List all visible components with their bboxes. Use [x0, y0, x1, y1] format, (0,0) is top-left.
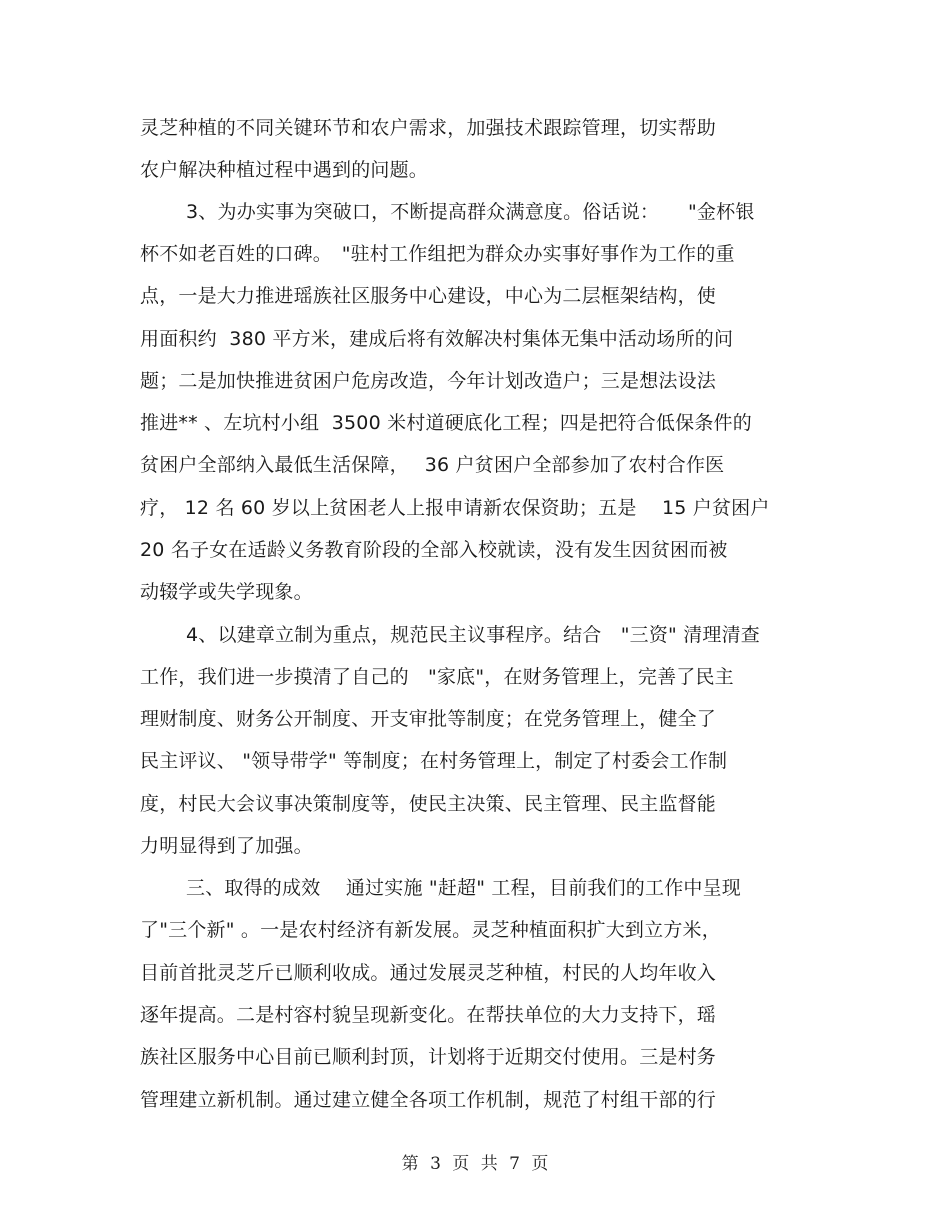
text-line: 贫困户全部纳入最低生活保障， 36 户贫困户全部参加了农村合作医 [140, 454, 725, 476]
text-line: 疗， 12 名 60 岁以上贫困老人上报申请新农保资助；五是 15 户贫困户 [140, 497, 770, 519]
text-line: 4、以建章立制为重点，规范民主议事程序。结合 "三资" 清理清查 [186, 624, 761, 646]
text-line: 点，一是大力推进瑶族社区服务中心建设，中心为二层框架结构，使 [140, 285, 717, 307]
page-number-footer: 第 3 页 共 7 页 [401, 1154, 549, 1174]
text-line: 力明显得到了加强。 [140, 835, 313, 857]
text-line: 用面积约 380 平方米，建成后将有效解决村集体无集中活动场所的问 [140, 328, 734, 350]
text-line: 度，村民大会议事决策制度等，使民主决策、民主管理、民主监督能 [140, 793, 717, 815]
text-line: 推进** 、左坑村小组 3500 米村道硬底化工程；四是把符合低保条件的 [140, 412, 752, 434]
section-heading-line: 三、取得的成效 通过实施 "赶超" 工程，目前我们的工作中呈现 [186, 877, 741, 899]
text-line: 杯不如老百姓的口碑。 "驻村工作组把为群众办实事好事作为工作的重 [140, 243, 735, 265]
text-line: 了"三个新" 。一是农村经济有新发展。灵芝种植面积扩大到立方米， [140, 919, 721, 941]
text-line: 题；二是加快推进贫困户危房改造，今年计划改造户；三是想法设法 [140, 370, 717, 392]
text-line: 族社区服务中心目前已顺利封顶，计划将于近期交付使用。三是村务 [140, 1046, 717, 1068]
text-line: 工作，我们进一步摸清了自己的 "家底"，在财务管理上，完善了民主 [140, 666, 734, 688]
text-line: 逐年提高。二是村容村貌呈现新变化。在帮扶单位的大力支持下，瑶 [140, 1004, 717, 1026]
text-line: 管理建立新机制。通过建立健全各项工作机制，规范了村组干部的行 [140, 1089, 717, 1111]
text-line: 3、为办实事为突破口，不断提高群众满意度。俗话说： "金杯银 [186, 201, 755, 223]
text-line: 20 名子女在适龄义务教育阶段的全部入校就读，没有发生因贫困而被 [140, 539, 728, 561]
text-line: 动辍学或失学现象。 [140, 581, 313, 603]
text-line: 农户解决种植过程中遇到的问题。 [140, 159, 429, 181]
text-line: 灵芝种植的不同关键环节和农户需求，加强技术跟踪管理，切实帮助 [140, 117, 717, 139]
text-line: 民主评议、 "领导带学" 等制度；在村务管理上，制定了村委会工作制 [140, 750, 728, 772]
text-line: 理财制度、财务公开制度、开支审批等制度；在党务管理上，健全了 [140, 708, 717, 730]
text-line: 目前首批灵芝斤已顺利收成。通过发展灵芝种植，村民的人均年收入 [140, 962, 717, 984]
